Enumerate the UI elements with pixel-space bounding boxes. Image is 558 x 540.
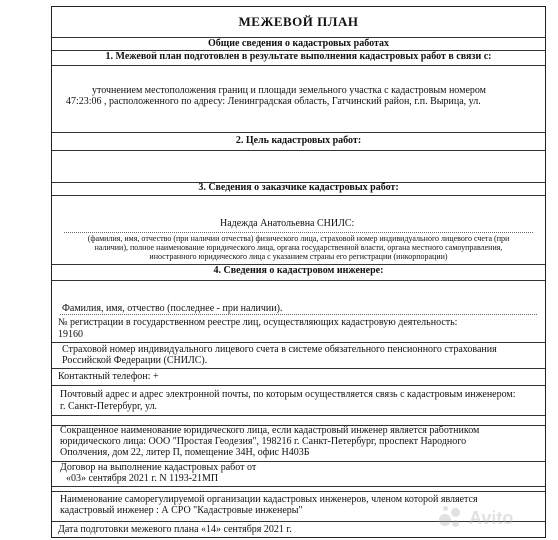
address-line1: Почтовый адрес и адрес электронной почты, по которым осуществляется связь с кадастровым инженером: [60, 389, 516, 400]
section1-heading: 1. Межевой план подготовлен в результате выполнения кадастровых работ в связи с: [105, 51, 492, 62]
registry-label: № регистрации в государственном реестре лиц, осуществляющих кадастровую деятельность: [58, 317, 458, 328]
document-frame [51, 6, 546, 538]
date-line: Дата подготовки межевого плана «14» сентября 2021 г. [58, 524, 292, 535]
customer-note-line2: наличии), полное наименование юридического лица, органа государственной власти, органа местного самоуправления, [94, 243, 503, 252]
divider [52, 280, 545, 281]
snils-line2: Российской Федерации (СНИЛС). [62, 355, 208, 366]
org-line1: Сокращенное наименование юридического лица, если кадастровый инженер является работником [60, 425, 480, 436]
phone-label: Контактный телефон: + [58, 371, 159, 382]
avito-watermark-text: Avito [469, 507, 514, 528]
fio-underline [60, 314, 537, 315]
snils-line1: Страховой номер индивидуального лицевого счета в системе обязательного пенсионного страхования [62, 344, 497, 355]
customer-note-line1: (фамилия, имя, отчество (при наличии отчества) физического лица, страховой номер индивидуального лицевого счета (при [87, 234, 510, 243]
divider [52, 195, 545, 196]
divider [52, 415, 545, 416]
divider [52, 65, 545, 66]
divider [52, 491, 545, 492]
divider [52, 150, 545, 151]
divider [52, 385, 545, 386]
section1-line1: уточнением местоположения границ и площади земельного участка с кадастровым номером [92, 85, 487, 96]
section2-heading: 2. Цель кадастровых работ: [235, 135, 362, 146]
divider [52, 486, 545, 487]
customer-underline [64, 232, 533, 233]
registry-value: 19160 [58, 329, 83, 340]
divider [52, 342, 545, 343]
sro-line2: кадастровый инженер : А СРО "Кадастровые инженеры" [60, 505, 303, 516]
section1-line2: 47:23:06 , расположенного по адресу: Ленинградская область, Гатчинский район, г.п. Вырица, ул. [66, 96, 481, 107]
sro-line1: Наименование саморегулируемой организации кадастровых инженеров, членом которой является [60, 494, 478, 505]
divider [52, 132, 545, 133]
address-line2: г. Санкт-Петербург, ул. [60, 401, 158, 412]
avito-dots-icon [437, 504, 465, 532]
org-line3: Ополчения, дом 22, литер П, помещение 34Н, офис Н403Б [60, 447, 310, 458]
section4-heading: 4. Сведения о кадастровом инженере: [213, 265, 384, 276]
engineer-fio-label: Фамилия, имя, отчество (последнее - при наличии). [62, 303, 283, 314]
divider [52, 368, 545, 369]
customer-note-line3: иностранного юридического лица с указанием страны его регистрации (инкорпорации) [149, 252, 448, 261]
org-line2: юридического лица: ООО "Простая Геодезия", 198216 г. Санкт-Петербург, проспект Народного [60, 436, 467, 447]
document-title: МЕЖЕВОЙ ПЛАН [238, 14, 359, 29]
contract-line1: Договор на выполнение кадастровых работ от [60, 462, 257, 473]
section3-heading: 3. Сведения о заказчике кадастровых работ: [198, 182, 399, 193]
customer-name: Надежда Анатольевна СНИЛС: [220, 218, 355, 229]
contract-line2: «03» сентября 2021 г. N 1193-21МП [66, 473, 219, 484]
avito-watermark [437, 503, 537, 533]
general-header: Общие сведения о кадастровых работах [208, 38, 389, 49]
